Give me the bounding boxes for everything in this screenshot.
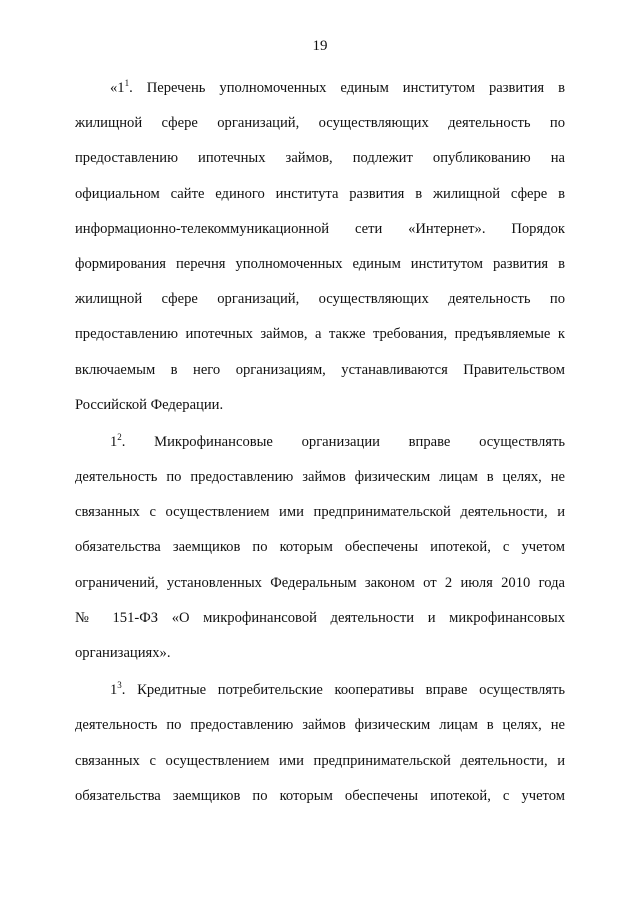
item-superscript: 3 xyxy=(117,680,122,691)
paragraph-line: обязательства заемщиков по которым обеспечены ипотекой, с учетом xyxy=(75,787,565,804)
paragraph-line: № 151-ФЗ «О микрофинансовой деятельности и микрофинансовых xyxy=(75,609,565,626)
paragraph-line: формирования перечня уполномоченных единым институтом развития в xyxy=(75,255,565,272)
paragraph-line: связанных с осуществлением ими предпринимательской деятельности, и xyxy=(75,504,565,521)
paragraph-line: деятельность по предоставлению займов физическим лицам в целях, не xyxy=(75,717,565,734)
paragraph-line: жилищной сфере организаций, осуществляющих деятельность по xyxy=(75,115,565,132)
paragraph-line: информационно-телекоммуникационной сети «Интернет». Порядок xyxy=(75,220,565,237)
paragraph xyxy=(75,673,565,814)
paragraph-line: Российской Федерации. xyxy=(75,396,224,413)
line-text: . Микрофинансовые организации вправе осуществлять xyxy=(121,433,565,450)
paragraph xyxy=(75,71,565,423)
item-superscript: 2 xyxy=(117,431,122,442)
paragraph-line: ограничений, установленных Федеральным законом от 2 июля 2010 года xyxy=(75,574,565,591)
item-number: 1 xyxy=(110,433,118,450)
line-text: . Кредитные потребительские кооперативы вправе осуществлять xyxy=(121,682,565,699)
paragraph-line xyxy=(75,425,565,460)
paragraph-line: жилищной сфере организаций, осуществляющих деятельность по xyxy=(75,291,565,308)
item-number: «1 xyxy=(110,80,125,96)
paragraph-line: предоставлению ипотечных займов, подлежит опубликованию на xyxy=(75,150,565,167)
paragraph-line: официальном сайте единого института развития в жилищной сфере в xyxy=(75,185,565,202)
paragraph-line: включаемым в него организациям, устанавливаются Правительством xyxy=(75,361,565,378)
item-number: 1 xyxy=(110,682,118,699)
item-superscript: 1 xyxy=(124,78,130,88)
line-text: . Перечень уполномоченных единым институтом развития в xyxy=(129,80,565,96)
paragraph xyxy=(75,425,565,671)
page-number: 19 xyxy=(312,38,328,54)
paragraph-line: обязательства заемщиков по которым обеспечены ипотекой, с учетом xyxy=(75,539,565,556)
paragraph-line xyxy=(75,71,565,106)
paragraph-line: организациях». xyxy=(75,645,171,661)
document-body xyxy=(75,71,565,814)
paragraph-line: связанных с осуществлением ими предпринимательской деятельности, и xyxy=(75,752,565,769)
paragraph-line: предоставлению ипотечных займов, а также требования, предъявляемые к xyxy=(75,326,565,343)
paragraph-line xyxy=(75,673,565,708)
paragraph-line: деятельность по предоставлению займов физическим лицам в целях, не xyxy=(75,469,565,486)
